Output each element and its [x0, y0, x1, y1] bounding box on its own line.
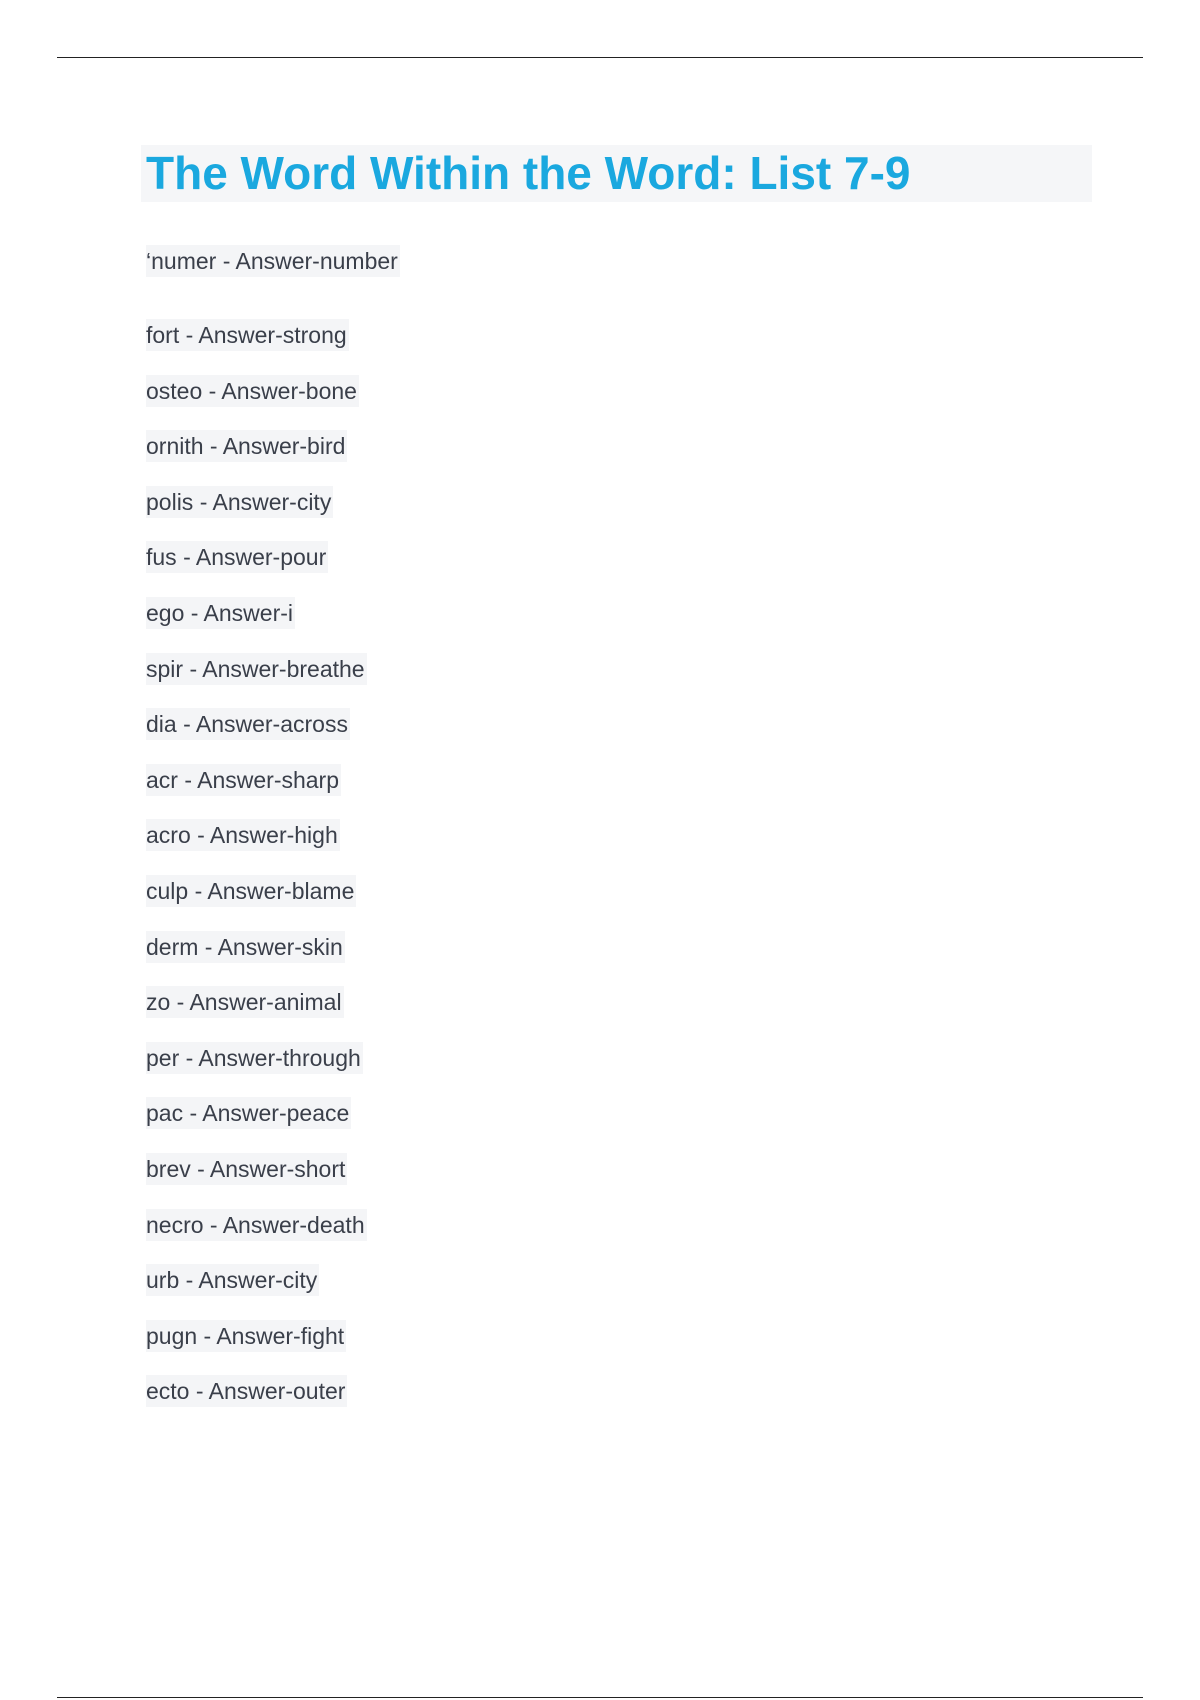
term-item: [146, 1042, 363, 1074]
term-text: zo - Answer-animal: [146, 986, 344, 1018]
page-title: The Word Within the Word: List 7-9: [146, 147, 911, 199]
term-text: ornith - Answer-bird: [146, 430, 347, 462]
term-item: [146, 1320, 346, 1352]
term-text: acro - Answer-high: [146, 819, 340, 851]
term-text: derm - Answer-skin: [146, 931, 345, 963]
term-item: [146, 653, 367, 685]
term-item: [146, 1153, 347, 1185]
term-item: [146, 430, 347, 462]
term-item: [146, 486, 333, 518]
term-text: pugn - Answer-fight: [146, 1320, 346, 1352]
term-text: osteo - Answer-bone: [146, 375, 359, 407]
term-item: [146, 597, 295, 629]
term-text: dia - Answer-across: [146, 708, 350, 740]
term-item: [146, 375, 359, 407]
term-item: [146, 1375, 347, 1407]
term-item: [146, 875, 356, 907]
header-rule: [57, 57, 1143, 58]
term-text: fort - Answer-strong: [146, 319, 349, 351]
term-text: pac - Answer-peace: [146, 1097, 351, 1129]
term-item: [146, 245, 400, 277]
term-item: [146, 319, 349, 351]
term-text: ego - Answer-i: [146, 597, 295, 629]
term-text: urb - Answer-city: [146, 1264, 319, 1296]
term-text: fus - Answer-pour: [146, 541, 328, 573]
term-item: [146, 1097, 351, 1129]
term-text: ecto - Answer-outer: [146, 1375, 347, 1407]
term-item: [146, 708, 350, 740]
term-item: [146, 1264, 319, 1296]
term-text: brev - Answer-short: [146, 1153, 347, 1185]
footer-rule: [57, 1697, 1143, 1698]
term-text: culp - Answer-blame: [146, 875, 356, 907]
term-item: [146, 764, 341, 796]
term-text: per - Answer-through: [146, 1042, 363, 1074]
term-item: [146, 819, 340, 851]
term-text: spir - Answer-breathe: [146, 653, 367, 685]
term-text: necro - Answer-death: [146, 1209, 367, 1241]
term-item: [146, 931, 345, 963]
term-item: [146, 986, 344, 1018]
term-item: [146, 541, 328, 573]
term-text: acr - Answer-sharp: [146, 764, 341, 796]
term-text: polis - Answer-city: [146, 486, 333, 518]
term-item: [146, 1209, 367, 1241]
term-text: ‘numer - Answer-number: [146, 245, 400, 277]
